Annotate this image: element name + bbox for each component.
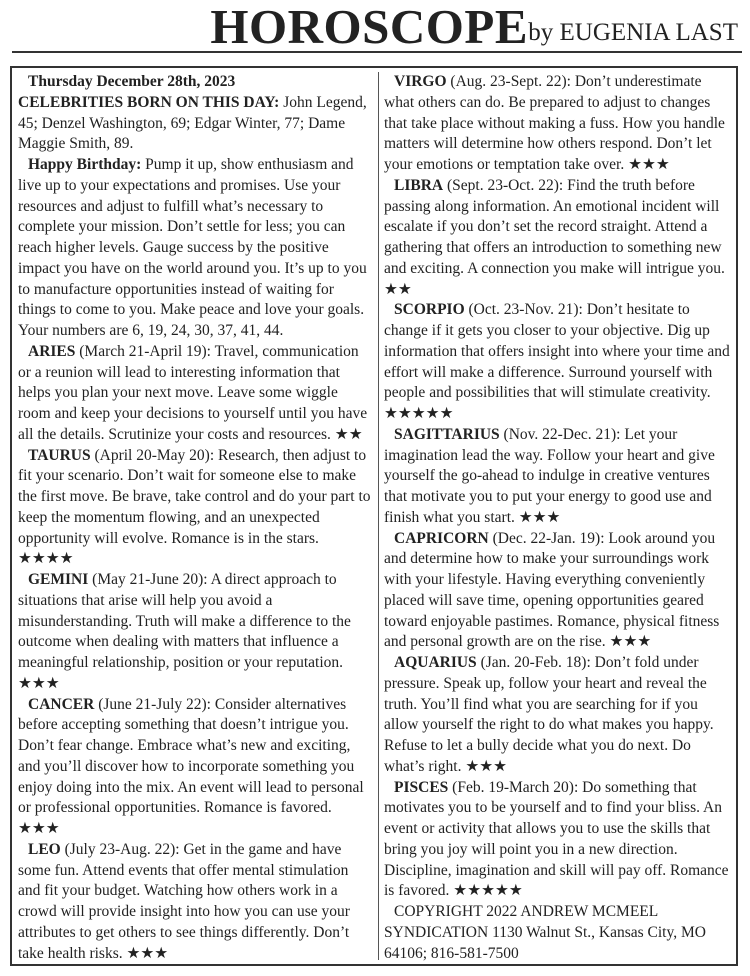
date-line: Thursday December 28th, 2023 xyxy=(28,73,236,90)
sign-dates: (Feb. 19-March 20): xyxy=(448,778,579,796)
sign-dates: (June 21-July 22): xyxy=(94,695,211,713)
sign-dates: (May 21-June 20): xyxy=(88,571,208,588)
sign-text: Don’t fold under pressure. Speak up, follow your heart and reveal the truth. You’ll find what you are searching for if you allow yourself the right to do what makes you happy. Refuse to let a bully decide what you do next. Do what’s right. xyxy=(384,654,714,775)
page-title: HOROSCOPE xyxy=(210,0,528,54)
sign-dates: (March 21-April 19): xyxy=(75,342,211,360)
rating-stars: ★★★ xyxy=(628,156,670,173)
sign-text: Find the truth before passing along information. An emotional incident will escalate if you don’t set the record straight. Attend a gathering that offers an introduction to something new and exciting. A connection you make will intrigue you. xyxy=(384,176,725,277)
sign-text: Let your imagination lead the way. Follow your heart and give yourself the go-ahead to indulge in creative ventures that motivate you to put your energy to good use and finish what you start. xyxy=(384,425,715,526)
rating-stars: ★★ xyxy=(334,425,363,443)
celebrities-label: CELEBRITIES BORN ON THIS DAY: xyxy=(18,93,280,111)
left-column xyxy=(18,72,372,964)
sign-dates: (Oct. 23-Nov. 21): xyxy=(464,301,583,319)
sign-leo xyxy=(18,840,372,965)
rating-stars: ★★★ xyxy=(465,757,508,775)
sign-text: Consider alternatives before accepting something that doesn’t intrigue you. Don’t fear change. Embrace what’s new and exciting, and you’ll discover how to incorporate something you enjoy doing into the mix. An event will lead to personal or professional opportunities. Romance is favored. xyxy=(18,695,364,817)
sign-dates: (Dec. 22-Jan. 19): xyxy=(488,529,605,547)
birthday-paragraph xyxy=(18,155,372,342)
masthead xyxy=(0,0,750,55)
sign-dates: (July 23-Aug. 22): xyxy=(60,840,180,858)
sign-virgo xyxy=(384,72,733,176)
sign-name: TAURUS xyxy=(28,446,91,464)
sign-name: VIRGO xyxy=(394,73,447,90)
right-column xyxy=(384,72,733,964)
sign-name: LIBRA xyxy=(394,176,444,194)
column-divider xyxy=(378,72,379,960)
sign-text: A direct approach to situations that arise will help you avoid a misunderstanding. Truth will make a difference to the outcome when dealing with matters that influence a meaningful relationship, position or your reputation. xyxy=(18,571,351,671)
sign-dates: (Aug. 23-Sept. 22): xyxy=(446,73,571,90)
byline: by EUGENIA LAST xyxy=(528,19,738,46)
sign-name: PISCES xyxy=(394,778,449,796)
horoscope-box xyxy=(10,66,738,966)
sign-name: GEMINI xyxy=(28,571,89,588)
birthday-text: Pump it up, show enthusiasm and live up to your expectations and promises. Use your resources and adjust to fulfill what’s necessary to complete your mission. Don’t settle for less; you can reach higher levels. Gauge success by the positive impact you have on the world around you. It’s up to you to manufacture opportunities instead of waiting for things to come to you. Make peace and love your goals. Your numbers are 6, 19, 24, 30, 37, 41, 44. xyxy=(18,156,367,339)
sign-text: Look around you and determine how to make your surroundings work with your lifestyle. Having everything conveniently placed will save time, opening opportunities geared toward enjoyable pastimes. Romance, physical fitness and personal growth are on the rise. xyxy=(384,529,720,651)
sign-text: Get in the game and have some fun. Attend events that offer mental stimulation and fit your budget. Watching how others work in a crowd will provide insight into how you can use your attributes to get others to see things differently. Don’t take health risks. xyxy=(18,840,350,962)
sign-scorpio xyxy=(384,300,733,425)
sign-libra xyxy=(384,176,733,301)
rating-stars: ★★★ xyxy=(609,633,652,651)
sign-capricorn xyxy=(384,529,733,654)
rating-stars: ★★★ xyxy=(18,820,60,837)
sign-name: LEO xyxy=(28,840,61,858)
rating-stars: ★★★ xyxy=(126,944,169,962)
sign-name: SCORPIO xyxy=(394,301,465,319)
sign-sagittarius xyxy=(384,425,733,529)
rating-stars: ★★★★★ xyxy=(384,405,454,422)
sign-pisces xyxy=(384,778,733,903)
sign-cancer xyxy=(18,695,372,840)
sign-text: Travel, communication or a reunion will lead to interesting information that helps you plan your next move. Leave some wiggle room and keep your decisions to yourself until you have all the details. Scrutinize your costs and resources. xyxy=(18,342,368,443)
celebrities-text: John Legend, 45; Denzel Washington, 69; Edgar Winter, 77; Dame Maggie Smith, 89. xyxy=(18,93,367,153)
sign-text: Do something that motivates you to be yourself and to find your bliss. An event or activity that allows you to use the skills that bring you joy will point you in a new direction. Discipline, imagination and skill will pay off. Romance is favored. xyxy=(384,778,729,900)
header-rule xyxy=(12,51,742,53)
rating-stars: ★★★★★ xyxy=(453,882,523,900)
sign-dates: (Jan. 20-Feb. 18): xyxy=(476,654,591,671)
rating-stars: ★★★★ xyxy=(18,550,74,568)
sign-dates: (Sept. 23-Oct. 22): xyxy=(443,176,564,194)
copyright-notice: COPYRIGHT 2022 ANDREW MCMEEL SYNDICATION 1130 Walnut St., Kansas City, MO 64106; 816-581-7500 xyxy=(384,903,706,962)
celebrities-paragraph xyxy=(18,93,372,155)
sign-gemini xyxy=(18,570,372,695)
rating-stars: ★★ xyxy=(384,280,412,298)
sign-aries xyxy=(18,342,372,446)
birthday-label: Happy Birthday: xyxy=(28,156,142,173)
sign-dates: (April 20-May 20): xyxy=(90,446,215,464)
rating-stars: ★★★ xyxy=(518,508,561,526)
sign-dates: (Nov. 22-Dec. 21): xyxy=(499,425,621,443)
rating-stars: ★★★ xyxy=(18,674,60,692)
sign-text: Don’t hesitate to change if it gets you closer to your objective. Dig up information that offers insight into where your time and effort will make a difference. Surround yourself with people and possibilities that will stimulate creativity. xyxy=(384,301,730,402)
sign-name: SAGITTARIUS xyxy=(394,425,500,443)
sign-text: Research, then adjust to fit your scenario. Don’t wait for someone else to make the first move. Be brave, take control and do your part to keep the momentum flowing, and an unexpected opportunity will evolve. Romance is in the stars. xyxy=(18,446,371,547)
sign-name: AQUARIUS xyxy=(394,654,477,671)
sign-name: CAPRICORN xyxy=(394,529,489,547)
sign-name: ARIES xyxy=(28,342,76,360)
sign-text: Don’t underestimate what others can do. Be prepared to adjust to changes that take place without making a fuss. How you handle matters will determine how others respond. Don’t let your emotions or temptation take over. xyxy=(384,73,725,173)
sign-aquarius xyxy=(384,653,733,778)
sign-taurus xyxy=(18,446,372,571)
sign-name: CANCER xyxy=(28,695,95,713)
